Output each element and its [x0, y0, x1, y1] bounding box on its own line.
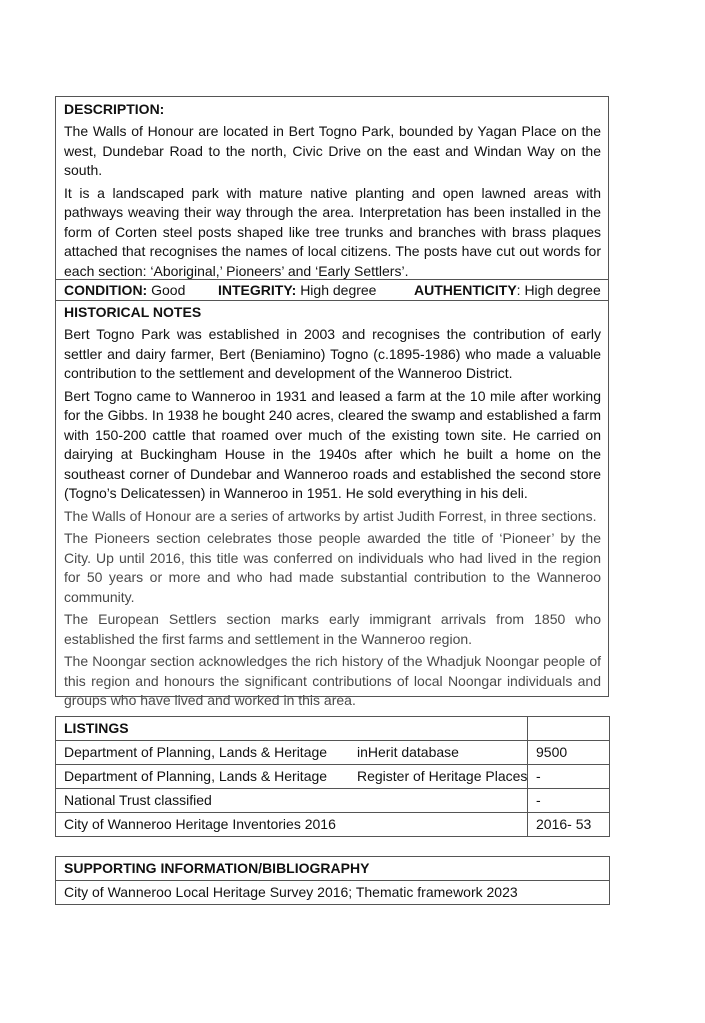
condition-value: Good [151, 282, 186, 298]
listings-header-row [56, 717, 610, 741]
listing-org-cell [56, 741, 528, 765]
assessment-row [56, 279, 608, 301]
listing-value: - [528, 765, 610, 789]
integrity-label: INTEGRITY: [218, 282, 297, 298]
listing-org: National Trust classified [64, 792, 212, 808]
condition-field [64, 280, 185, 301]
bibliography-heading: SUPPORTING INFORMATION/BIBLIOGRAPHY [56, 857, 610, 881]
table-row [56, 765, 610, 789]
listings-heading-value [528, 717, 610, 741]
history-paragraph: The European Settlers section marks early immigrant arrivals from 1850 who established the first farms and settlement in the Wanneroo region. [64, 611, 601, 647]
listing-value: - [528, 789, 610, 813]
condition-label: CONDITION: [64, 282, 148, 298]
bibliography-table [55, 856, 610, 905]
history-paragraph: The Walls of Honour are a series of artworks by artist Judith Forrest, in three sections. [64, 507, 597, 524]
authenticity-label: AUTHENTICITY [414, 282, 517, 298]
table-row [56, 741, 610, 765]
historical-notes-heading: HISTORICAL NOTES [64, 304, 202, 320]
table-row [56, 881, 610, 905]
listing-register: Register of Heritage Places [357, 768, 528, 784]
description-section [56, 97, 608, 279]
authenticity-value: : High degree [516, 282, 601, 298]
bibliography-header-row [56, 857, 610, 881]
listing-value: 9500 [528, 741, 610, 765]
history-paragraph: The Pioneers section celebrates those people awarded the title of ‘Pioneer’ by the City. Up until 2016, this title was conferred on individuals who had lived in the region for 50 years or more and who had made substantial contribution to the Wanneroo community. [64, 530, 601, 605]
listing-org: Department of Planning, Lands & Heritage [64, 768, 328, 784]
table-row [56, 789, 610, 813]
listing-org: Department of Planning, Lands & Heritage [64, 744, 328, 760]
history-paragraph: The Noongar section acknowledges the rich history of the Whadjuk Noongar people of this region and honours the significant contributions of local Noongar individuals and groups who have lived and worked in this area. [64, 653, 601, 708]
listing-register: inHerit database [357, 744, 459, 760]
listings-heading: LISTINGS [56, 717, 528, 741]
history-paragraph: Bert Togno Park was established in 2003 and recognises the contribution of early settler and dairy farmer, Bert (Beniamino) Togno (c.1895-1986) who made a valuable contribution to the settlement and development of the Wanneroo District. [64, 326, 601, 381]
listing-org-cell [56, 765, 528, 789]
historical-notes-section [56, 301, 608, 711]
description-paragraph: It is a landscaped park with mature native planting and open lawned areas with pathways weaving their way through the area. Interpretation has been installed in the form of Corten steel posts shaped like tree trunks and branches with brass plaques attached that recognises the names of local citizens. The posts have cut out words for each section: ‘Aboriginal,’ Pioneers’ and ‘Early Settlers’. [64, 184, 601, 279]
integrity-field [218, 280, 376, 301]
history-paragraph: Bert Togno came to Wanneroo in 1931 and leased a farm at the 10 mile after working for the Gibbs. In 1938 he bought 240 acres, cleared the swamp and established a farm with 150-200 cattle that roamed over much of the existing town site. He carried on dairying at Buckingham House in the 1940s after which he built a home on the southeast corner of Dundebar and Wanneroo roads and established the second store (Togno’s Delicatessen) in Wanneroo in 1951. He sold everything in his deli. [64, 387, 601, 501]
listing-org: City of Wanneroo Heritage Inventories 2016 [64, 816, 336, 832]
authenticity-field [414, 280, 601, 301]
integrity-value: High degree [300, 282, 377, 298]
listing-org-cell [56, 789, 528, 813]
bibliography-text: City of Wanneroo Local Heritage Survey 2016; Thematic framework 2023 [56, 881, 610, 905]
description-history-box [55, 96, 609, 708]
table-row [56, 813, 610, 837]
description-heading: DESCRIPTION: [64, 101, 165, 117]
listings-table [55, 716, 610, 837]
listing-value: 2016- 53 [528, 813, 610, 837]
description-paragraph: The Walls of Honour are located in Bert Togno Park, bounded by Yagan Place on the west, Dundebar Road to the north, Civic Drive on the east and Windan Way on the south. [64, 123, 601, 178]
listing-org-cell [56, 813, 528, 837]
